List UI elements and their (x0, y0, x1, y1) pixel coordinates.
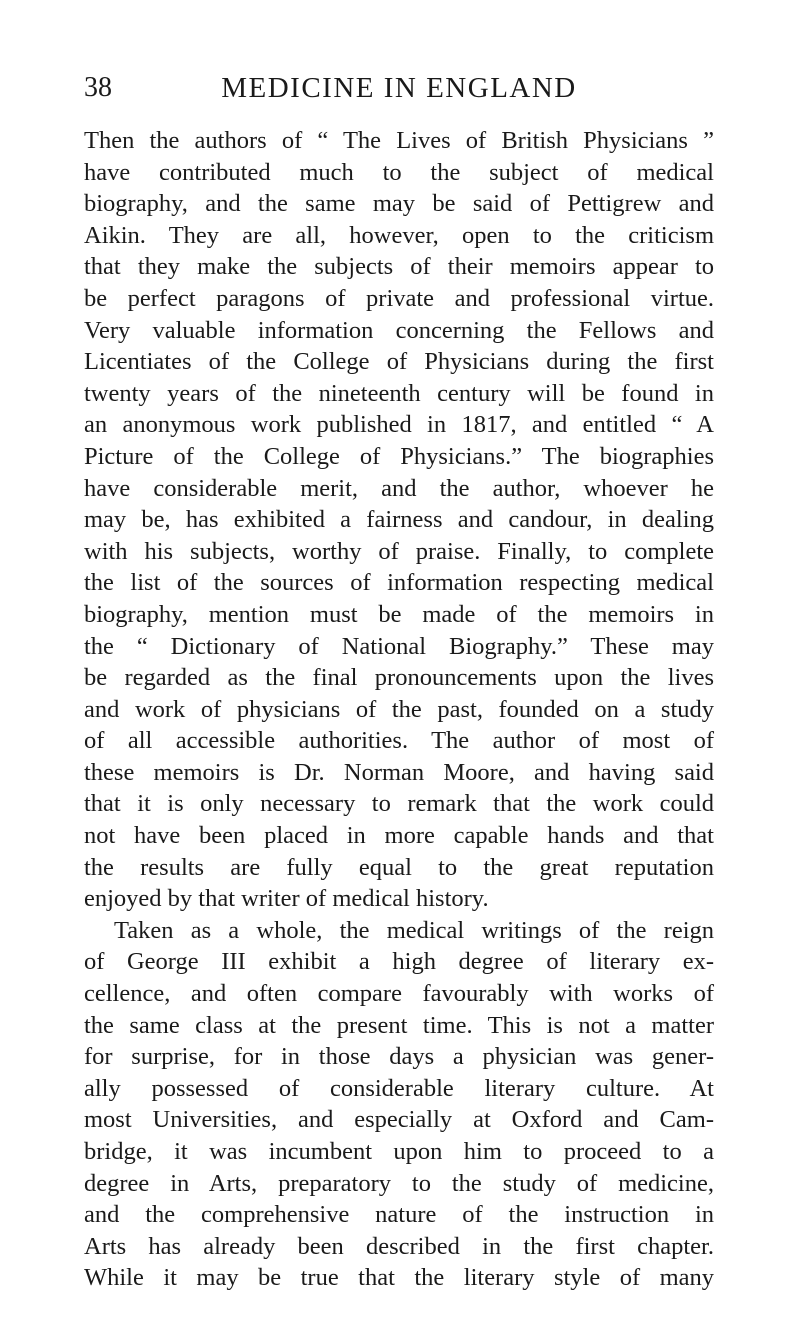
text-line: Arts has already been described in the first chapter. (84, 1232, 714, 1260)
text-line: that they make the subjects of their memoirs appear to (84, 253, 714, 281)
text-line: Taken as a whole, the medical writings of the reign (114, 916, 714, 944)
text-line: that it is only necessary to remark that the work could (84, 790, 714, 818)
text-line: bridge, it was incumbent upon him to proceed to a (84, 1138, 714, 1165)
text-line: be perfect paragons of private and professional virtue. (84, 284, 714, 312)
text-line: be regarded as the final pronouncements upon the lives (84, 664, 714, 692)
paragraph-1 (84, 125, 714, 915)
text-line: of all accessible authorities. The author of most of (84, 727, 714, 755)
text-line: Aikin. They are all, however, open to the criticism (84, 221, 714, 249)
text-line: Licentiates of the College of Physicians during the first (84, 348, 714, 376)
text-line: degree in Arts, preparatory to the study of medicine, (84, 1169, 714, 1197)
text-line: and work of physicians of the past, founded on a study (84, 695, 714, 723)
page-number: 38 (84, 72, 112, 103)
text-line: have contributed much to the subject of medical (84, 158, 714, 186)
text-line: with his subjects, worthy of praise. Finally, to complete (84, 537, 714, 565)
text-line: these memoirs is Dr. Norman Moore, and having said (84, 758, 714, 786)
text-line: the list of the sources of information respecting medical (84, 569, 714, 597)
text-line: the same class at the present time. This is not a matter (84, 1011, 714, 1039)
page-header (84, 68, 714, 108)
paragraph-2 (84, 915, 714, 1294)
text-line: most Universities, and especially at Oxford and Cam- (84, 1106, 714, 1134)
text-line: not have been placed in more capable hands and that (84, 822, 714, 850)
text-line: While it may be true that the literary style of many (84, 1264, 714, 1292)
body-text (84, 125, 714, 1294)
text-line: enjoyed by that writer of medical history. (84, 885, 489, 913)
text-line: ally possessed of considerable literary culture. At (84, 1074, 714, 1102)
text-line: the results are fully equal to the great reputation (84, 853, 714, 881)
text-line: biography, and the same may be said of Pettigrew and (84, 190, 714, 218)
text-line: Then the authors of “ The Lives of British Physicians ” (84, 127, 714, 154)
text-line: the “ Dictionary of National Biography.” These may (84, 632, 714, 660)
text-line: biography, mention must be made of the memoirs in (84, 600, 714, 628)
text-line: Very valuable information concerning the Fellows and (84, 316, 714, 344)
running-title: MEDICINE IN ENGLAND (221, 72, 577, 104)
text-line: for surprise, for in those days a physician was gener- (84, 1043, 714, 1071)
text-line: Picture of the College of Physicians.” The biographies (84, 442, 714, 470)
text-line: and the comprehensive nature of the instruction in (84, 1201, 714, 1229)
text-line: twenty years of the nineteenth century will be found in (84, 379, 714, 407)
text-line: an anonymous work published in 1817, and entitled “ A (84, 411, 714, 439)
text-line: may be, has exhibited a fairness and candour, in dealing (84, 506, 714, 534)
text-line: cellence, and often compare favourably with works of (84, 980, 714, 1008)
text-line: of George III exhibit a high degree of literary ex- (84, 948, 714, 976)
text-line: have considerable merit, and the author, whoever he (84, 474, 714, 502)
